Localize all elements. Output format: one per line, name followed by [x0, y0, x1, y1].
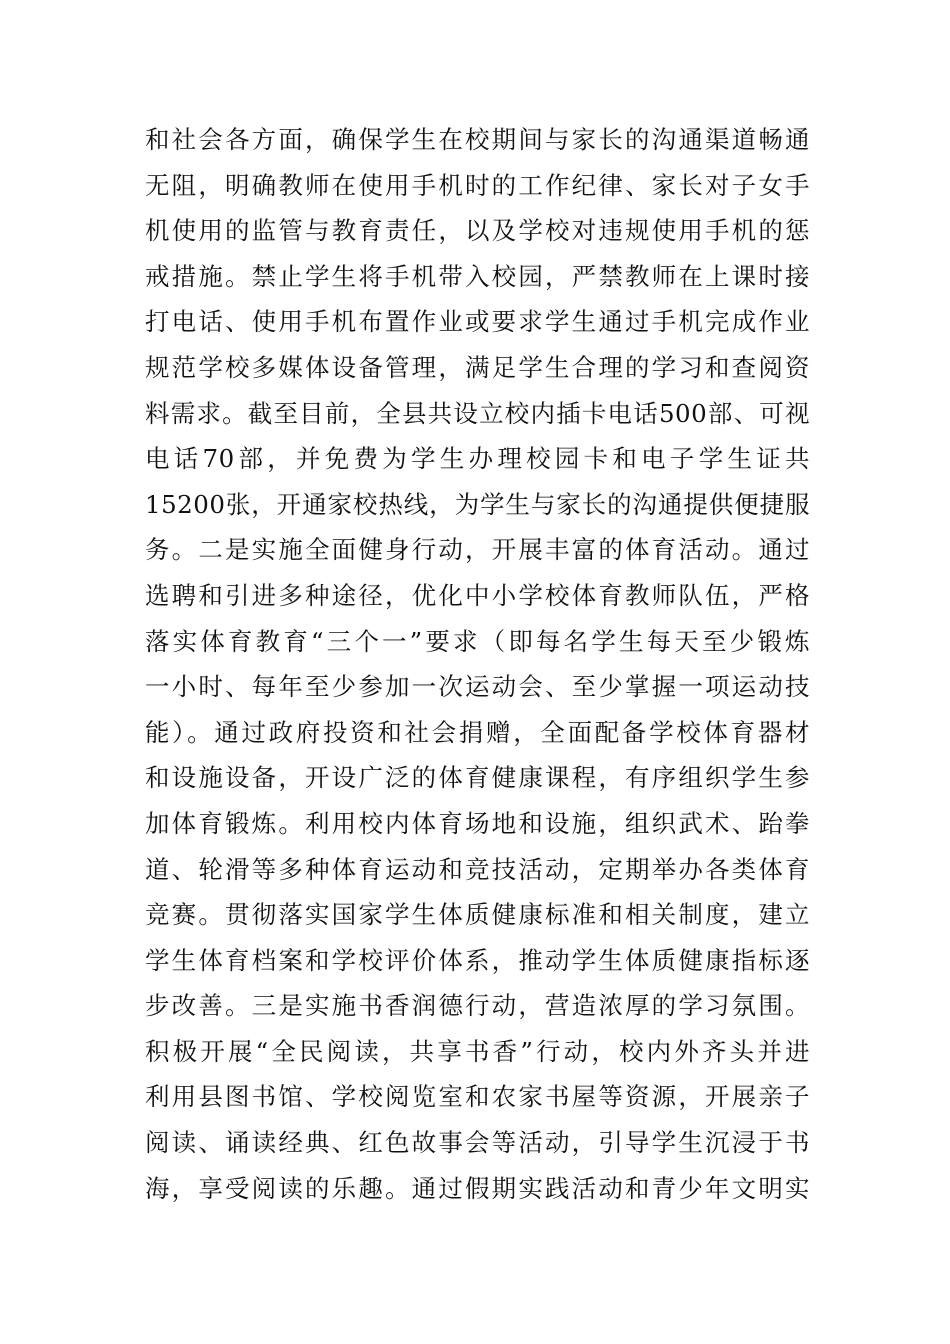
text-line: 电话70部，并免费为学生办理校园卡和电子学生证共 — [145, 444, 810, 474]
text-line: 和社会各方面，确保学生在校期间与家长的沟通渠道畅通 — [145, 125, 810, 154]
text-line: 步改善。三是实施书香润德行动，营造浓厚的学习氛围。 — [145, 991, 810, 1021]
text-line: 戒措施。禁止学生将手机带入校园，严禁教师在上课时接 — [145, 261, 810, 291]
text-line: 和设施设备，开设广泛的体育健康课程，有序组织学生参 — [145, 763, 810, 793]
text-line: 道、轮滑等多种体育运动和竞技活动，定期举办各类体育 — [145, 854, 810, 884]
text-line: 海，享受阅读的乐趣。通过假期实践活动和青少年文明实 — [145, 1173, 810, 1203]
text-line: 15200张，开通家校热线，为学生与家长的沟通提供便捷服 — [145, 489, 810, 519]
text-line: 加体育锻炼。利用校内体育场地和设施，组织武术、跆拳 — [145, 808, 810, 838]
text-line: 选聘和引进多种途径，优化中小学校体育教师队伍，严格 — [145, 580, 810, 610]
text-line: 积极开展“全民阅读，共享书香”行动，校内外齐头并进 — [145, 1036, 810, 1066]
text-line: 规范学校多媒体设备管理，满足学生合理的学习和查阅资 — [145, 352, 810, 382]
text-line: 竞赛。贯彻落实国家学生体质健康标准和相关制度，建立 — [145, 900, 810, 930]
body-text — [145, 117, 810, 1211]
text-line: 料需求。截至目前，全县共设立校内插卡电话500部、可视 — [145, 398, 810, 428]
text-line: 阅读、诵读经典、红色故事会等活动，引导学生沉浸于书 — [145, 1128, 810, 1158]
text-line: 落实体育教育“三个一”要求（即每名学生每天至少锻炼 — [145, 626, 810, 656]
text-line: 无阻，明确教师在使用手机时的工作纪律、家长对子女手 — [145, 170, 810, 200]
text-line: 务。二是实施全面健身行动，开展丰富的体育活动。通过 — [145, 535, 810, 565]
text-line: 机使用的监管与教育责任，以及学校对违规使用手机的惩 — [145, 216, 810, 246]
text-line: 打电话、使用手机布置作业或要求学生通过手机完成作业 — [145, 307, 810, 337]
text-line: 一小时、每年至少参加一次运动会、至少掌握一项运动技 — [145, 672, 810, 702]
text-line: 学生体育档案和学校评价体系，推动学生体质健康指标逐 — [145, 945, 810, 975]
text-line: 利用县图书馆、学校阅览室和农家书屋等资源，开展亲子 — [145, 1082, 810, 1112]
text-line: 能）。通过政府投资和社会捐赠，全面配备学校体育器材 — [145, 717, 810, 747]
